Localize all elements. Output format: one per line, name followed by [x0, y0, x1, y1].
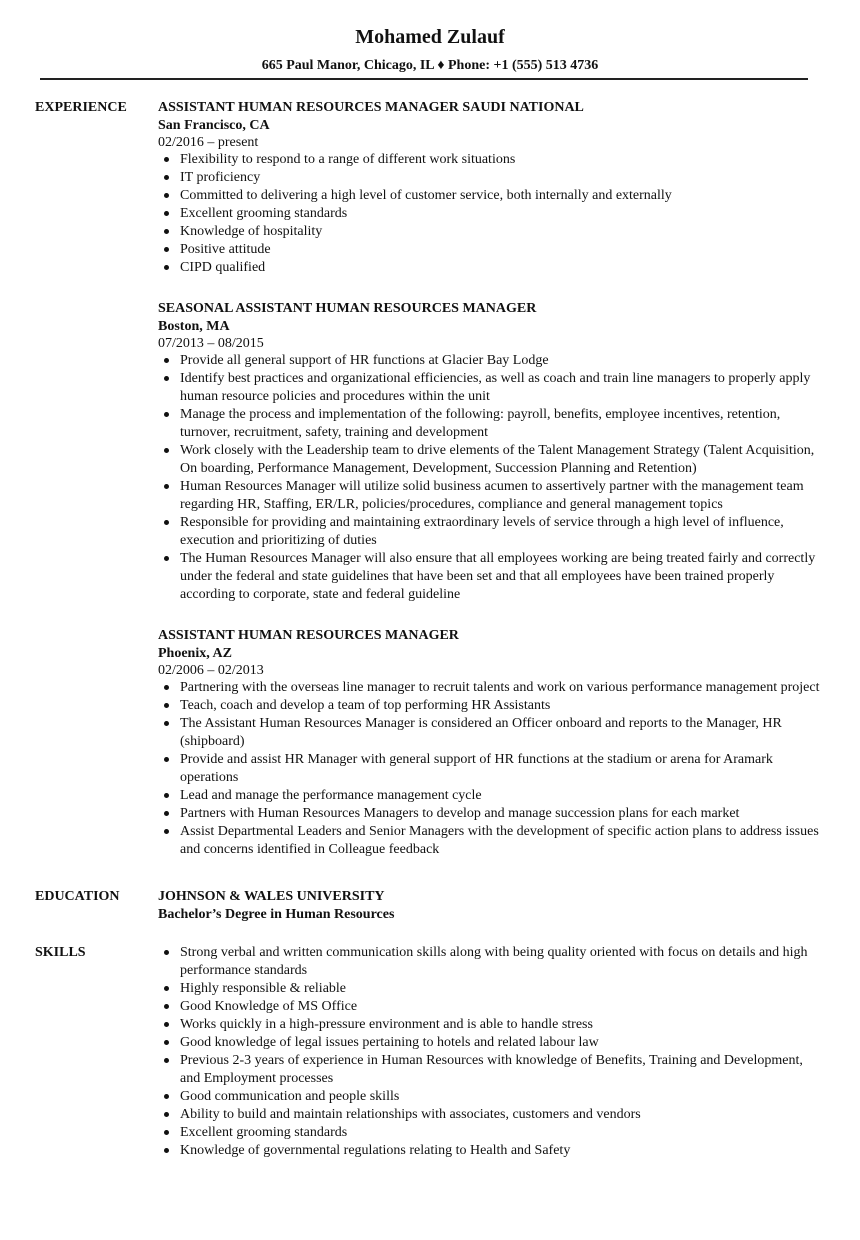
- list-item: IT proficiency: [180, 169, 820, 187]
- list-item: Identify best practices and organizational efficiencies, as well as coach and train line managers to properly apply human resource policies and procedures within the unit: [180, 370, 820, 406]
- skills-list: [158, 944, 860, 1160]
- degree-name: Bachelor’s Degree in Human Resources: [158, 907, 395, 922]
- job-location: Boston, MA: [158, 319, 230, 334]
- list-item: Strong verbal and written communication skills along with being quality oriented with focus on details and high performance standards: [180, 944, 820, 980]
- list-item: Provide all general support of HR functions at Glacier Bay Lodge: [180, 352, 820, 370]
- job-dates: 02/2016 – present: [158, 135, 259, 150]
- header-divider: [40, 78, 808, 80]
- job-bullets: [158, 151, 860, 277]
- list-item: Responsible for providing and maintaining extraordinary levels of service through a high level of influence, execution and prioritizing of duties: [180, 514, 820, 550]
- list-item: Ability to build and maintain relationships with associates, customers and vendors: [180, 1106, 820, 1124]
- list-item: Lead and manage the performance management cycle: [180, 787, 820, 805]
- job-title: SEASONAL ASSISTANT HUMAN RESOURCES MANAGER: [158, 301, 537, 316]
- skills-section: [35, 944, 860, 1160]
- list-item: The Assistant Human Resources Manager is considered an Officer onboard and reports to the Manager, HR (shipboard): [180, 715, 820, 751]
- job-bullets: [158, 679, 860, 859]
- job-dates: 02/2006 – 02/2013: [158, 663, 264, 678]
- list-item: Provide and assist HR Manager with general support of HR functions at the stadium or arena for Aramark operations: [180, 751, 820, 787]
- education-heading: EDUCATION: [35, 889, 120, 904]
- list-item: Committed to delivering a high level of customer service, both internally and externally: [180, 187, 820, 205]
- candidate-name: Mohamed Zulauf: [355, 26, 505, 48]
- list-item: Partnering with the overseas line manager to recruit talents and work on various performance management project: [180, 680, 820, 695]
- job-dates: 07/2013 – 08/2015: [158, 336, 264, 351]
- list-item: Highly responsible & reliable: [180, 980, 820, 998]
- list-item: Previous 2-3 years of experience in Human Resources with knowledge of Benefits, Training and Development, and Employment processes: [180, 1052, 820, 1088]
- list-item: CIPD qualified: [180, 259, 820, 277]
- list-item: Works quickly in a high-pressure environment and is able to handle stress: [180, 1016, 820, 1034]
- list-item: Flexibility to respond to a range of different work situations: [180, 151, 820, 169]
- experience-body: [158, 99, 860, 882]
- skills-heading: SKILLS: [35, 945, 86, 960]
- job-location: Phoenix, AZ: [158, 646, 232, 661]
- education-body: [158, 888, 860, 924]
- list-item: Manage the process and implementation of the following: payroll, benefits, employee incentives, retention, turnover, recruitment, safety, training and development: [180, 406, 820, 442]
- list-item: Positive attitude: [180, 241, 820, 259]
- job-title: ASSISTANT HUMAN RESOURCES MANAGER: [158, 628, 459, 643]
- job-bullets: [158, 352, 860, 604]
- list-item: Human Resources Manager will utilize solid business acumen to assertively partner with the management team regarding HR, Staffing, ER/LR, policies/procedures, compliance and general management topics: [180, 478, 820, 514]
- school-name: JOHNSON & WALES UNIVERSITY: [158, 889, 385, 904]
- list-item: Assist Departmental Leaders and Senior Managers with the development of specific action plans to address issues and concerns identified in Colleague feedback: [180, 824, 819, 857]
- list-item: Work closely with the Leadership team to drive elements of the Talent Management Strategy (Talent Acquisition, On boarding, Performance Management, Development, Succession Planning and Retention): [180, 442, 820, 478]
- job-entry: [158, 99, 860, 277]
- list-item: Partners with Human Resources Managers to develop and manage succession plans for each market: [180, 805, 820, 823]
- job-title: ASSISTANT HUMAN RESOURCES MANAGER SAUDI NATIONAL: [158, 100, 584, 115]
- job-entry: [158, 627, 860, 859]
- list-item: Knowledge of hospitality: [180, 223, 820, 241]
- list-item: Excellent grooming standards: [180, 1124, 820, 1142]
- list-item: Good communication and people skills: [180, 1088, 820, 1106]
- job-entry: [158, 300, 860, 604]
- list-item: Excellent grooming standards: [180, 205, 820, 223]
- list-item: Good knowledge of legal issues pertaining to hotels and related labour law: [180, 1034, 820, 1052]
- list-item: Good Knowledge of MS Office: [180, 998, 820, 1016]
- contact-line: 665 Paul Manor, Chicago, IL ♦ Phone: +1 (555) 513 4736: [261, 58, 599, 73]
- resume-header: [35, 0, 825, 75]
- list-item: Knowledge of governmental regulations relating to Health and Safety: [180, 1142, 820, 1160]
- skills-body: [158, 944, 860, 1160]
- job-location: San Francisco, CA: [158, 118, 270, 133]
- experience-heading: EXPERIENCE: [35, 100, 127, 115]
- education-section: [35, 888, 860, 924]
- experience-section: [35, 99, 860, 882]
- list-item: The Human Resources Manager will also ensure that all employees working are being treated fairly and correctly under the federal and state guidelines that have been set and that all employees have been trained properly according to corporate, state and federal guideline: [180, 550, 820, 604]
- list-item: Teach, coach and develop a team of top performing HR Assistants: [180, 697, 820, 715]
